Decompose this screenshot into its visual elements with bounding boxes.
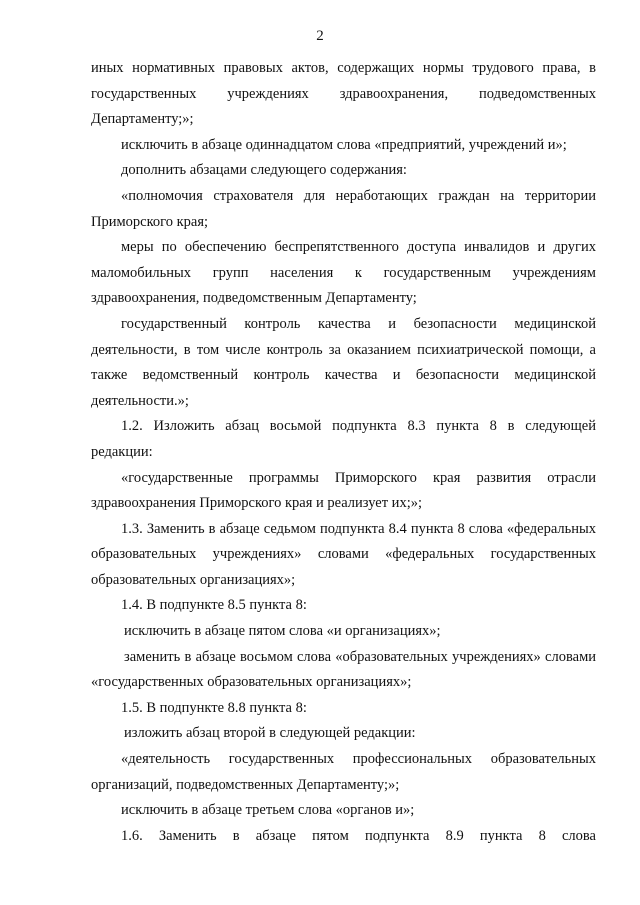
paragraph: «государственные программы Приморского края развития отрасли здравоохранения Приморского края и реализует их;»; [91,469,596,512]
paragraph: исключить в абзаце пятом слова «и организациях»; [124,623,441,640]
paragraph-continuation: иных нормативных правовых актов, содержащих нормы трудового права, в государственных учреждениях здравоохранения, подведомственных Департаменту;»; [91,60,596,128]
document-body [91,56,596,849]
paragraph: 1.5. В подпункте 8.8 пункта 8: [121,699,307,716]
paragraph: исключить в абзаце одиннадцатом слова «предприятий, учреждений и»; [121,136,567,153]
paragraph: изложить абзац второй в следующей редакции: [124,725,416,742]
paragraph: государственный контроль качества и безопасности медицинской деятельности, в том числе контроль за оказанием психиатрической помощи, а также ведомственный контроль качества и безопасности медицинской деятельности.»; [91,315,596,409]
paragraph: 1.2. Изложить абзац восьмой подпункта 8.3 пункта 8 в следующей редакции: [91,418,596,460]
paragraph: меры по обеспечению беспрепятственного доступа инвалидов и других маломобильных групп населения к государственным учреждениям здравоохранения, подведомственным Департаменту; [91,239,596,307]
paragraph-last: 1.6. Заменить в абзаце пятом подпункта 8.9 пункта 8 слова [121,827,596,844]
paragraph: исключить в абзаце третьем слова «органов и»; [121,802,415,819]
paragraph: заменить в абзаце восьмом слова «образовательных учреждениях» словами «государственных образовательных организациях»; [91,648,596,691]
paragraph: дополнить абзацами следующего содержания: [121,162,407,179]
paragraph: 1.4. В подпункте 8.5 пункта 8: [121,597,307,614]
paragraph: «деятельность государственных профессиональных образовательных организаций, подведомственных Департаменту;»; [91,751,596,793]
page-number: 2 [316,28,324,44]
paragraph: «полномочия страхователя для неработающих граждан на территории Приморского края; [91,187,596,230]
paragraph: 1.3. Заменить в абзаце седьмом подпункта 8.4 пункта 8 слова «федеральных образовательных учреждениях» словами «федеральных государственных образовательных организациях»; [91,520,596,588]
